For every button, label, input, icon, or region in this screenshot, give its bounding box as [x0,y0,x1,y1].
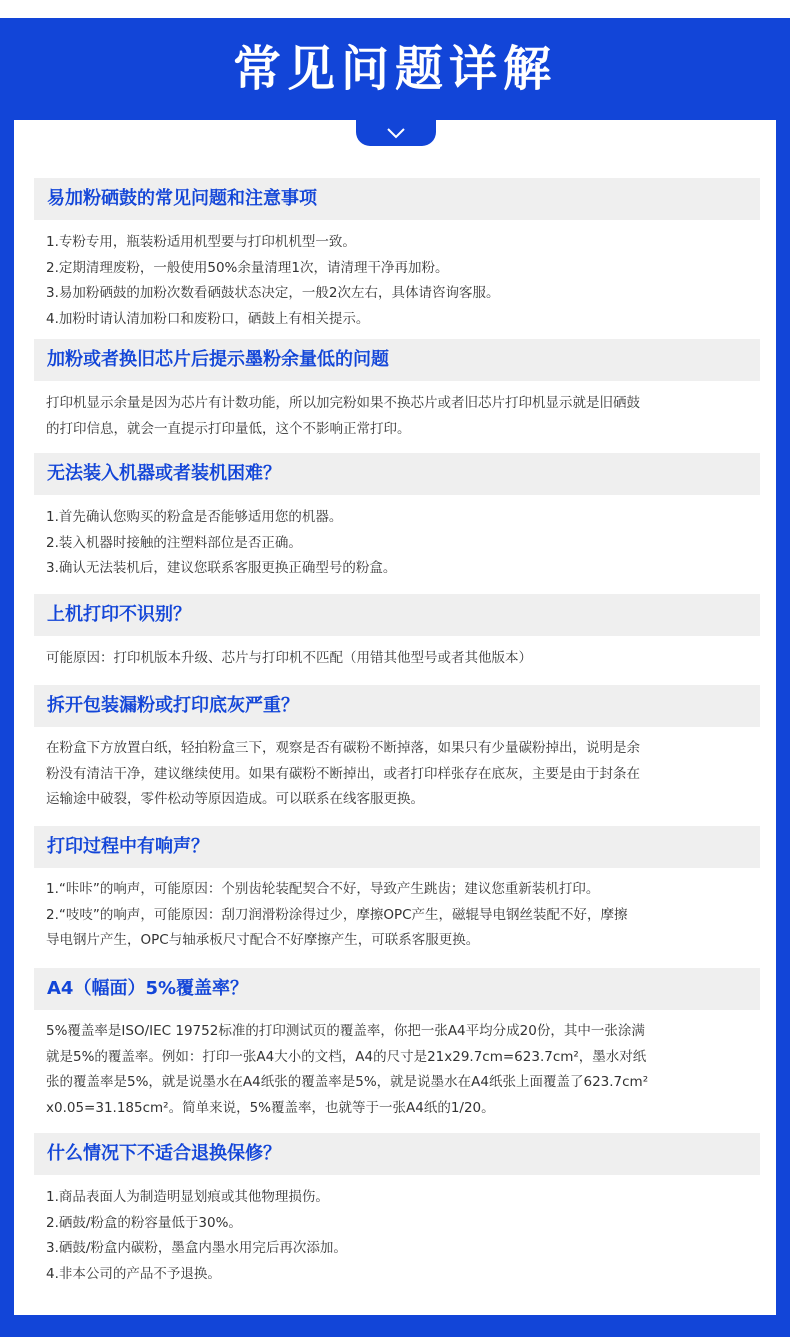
body-line: 3.硒鼓/粉盒内碳粉，墨盒内墨水用完后再次添加。 [46,1240,347,1256]
section-title-returns: 什么情况下不适合退换保修？ [34,1133,760,1175]
section-body-low-toner [46,391,758,442]
section-body-install [46,505,758,582]
body-line: 4.加粉时请认清加粉口和废粉口，硒鼓上有相关提示。 [46,310,370,327]
section-title-coverage: A4（幅面）5%覆盖率？ [34,968,760,1010]
section-title-install: 无法装入机器或者装机困难？ [34,453,760,495]
body-line: 运输途中破裂，零件松动等原因造成。可以联系在线客服更换。 [46,791,424,807]
body-line: 就是5%的覆盖率。例如：打印一张A4大小的文档，A4的尺寸是21x29.7cm=623.7cm²，墨水对纸 [46,1048,647,1065]
chevron-down-icon [386,126,406,140]
section-body-noise [46,877,758,954]
section-title-low-toner: 加粉或者换旧芯片后提示墨粉余量低的问题 [34,339,760,381]
body-line: x0.05=31.185cm²。简单来说，5%覆盖率，也就等于一张A4纸的1/20。 [46,1099,495,1116]
section-title-leak: 拆开包装漏粉或打印底灰严重？ [34,685,760,727]
section-title-toner-drum: 易加粉硒鼓的常见问题和注意事项 [34,178,760,220]
section-body-leak [46,736,758,813]
body-line: 3.确认无法装机后，建议您联系客服更换正确型号的粉盒。 [46,560,397,576]
body-line: 1.“咔咔”的响声，可能原因：个别齿轮装配契合不好，导致产生跳齿；建议您重新装机打印。 [46,881,600,897]
body-line: 2.装入机器时接触的注塑料部位是否正确。 [46,534,302,551]
body-line: 2.定期清理废粉，一般使用50%余量清理1次，请清理干净再加粉。 [46,259,449,276]
expand-tab[interactable] [356,120,436,146]
body-line: 3.易加粉硒鼓的加粉次数看硒鼓状态决定，一般2次左右，具体请咨询客服。 [46,285,500,301]
body-line: 的打印信息，就会一直提示打印量低，这个不影响正常打印。 [46,420,411,437]
body-line: 1.首先确认您购买的粉盒是否能够适用您的机器。 [46,509,343,525]
body-line: 导电钢片产生，OPC与轴承板尺寸配合不好摩擦产生，可联系客服更换。 [46,932,480,948]
section-body-not-recognized [46,646,758,672]
body-line: 张的覆盖率是5%，就是说墨水在A4纸张的覆盖率是5%，就是说墨水在A4纸张上面覆盖了623.7cm² [46,1074,649,1090]
body-line: 4.非本公司的产品不予退换。 [46,1265,221,1282]
section-title-noise: 打印过程中有响声？ [34,826,760,868]
body-line: 1.专粉专用，瓶装粉适用机型要与打印机机型一致。 [46,234,356,250]
section-body-coverage [46,1019,758,1121]
body-line: 可能原因：打印机版本升级、芯片与打印机不匹配（用错其他型号或者其他版本） [46,650,532,666]
body-line: 2.“吱吱”的响声，可能原因：刮刀润滑粉涂得过少，摩擦OPC产生，磁辊导电钢丝装配不好，摩擦 [46,906,628,923]
body-line: 粉没有清洁干净，建议继续使用。如果有碳粉不断掉出，或者打印样张存在底灰，主要是由于封条在 [46,765,640,782]
section-body-toner-drum [46,230,758,332]
body-line: 5%覆盖率是ISO/IEC 19752标准的打印测试页的覆盖率，你把一张A4平均分成20份，其中一张涂满 [46,1023,645,1039]
page-title: 常见问题详解 [232,41,557,97]
section-title-not-recognized: 上机打印不识别？ [34,594,760,636]
body-line: 在粉盒下方放置白纸，轻拍粉盒三下，观察是否有碳粉不断掉落，如果只有少量碳粉掉出，说明是余 [46,740,640,756]
section-body-returns [46,1185,758,1287]
body-line: 2.硒鼓/粉盒的粉容量低于30%。 [46,1214,242,1231]
body-line: 打印机显示余量是因为芯片有计数功能，所以加完粉如果不换芯片或者旧芯片打印机显示就是旧硒鼓 [46,395,640,411]
body-line: 1.商品表面人为制造明显划痕或其他物理损伤。 [46,1189,329,1205]
